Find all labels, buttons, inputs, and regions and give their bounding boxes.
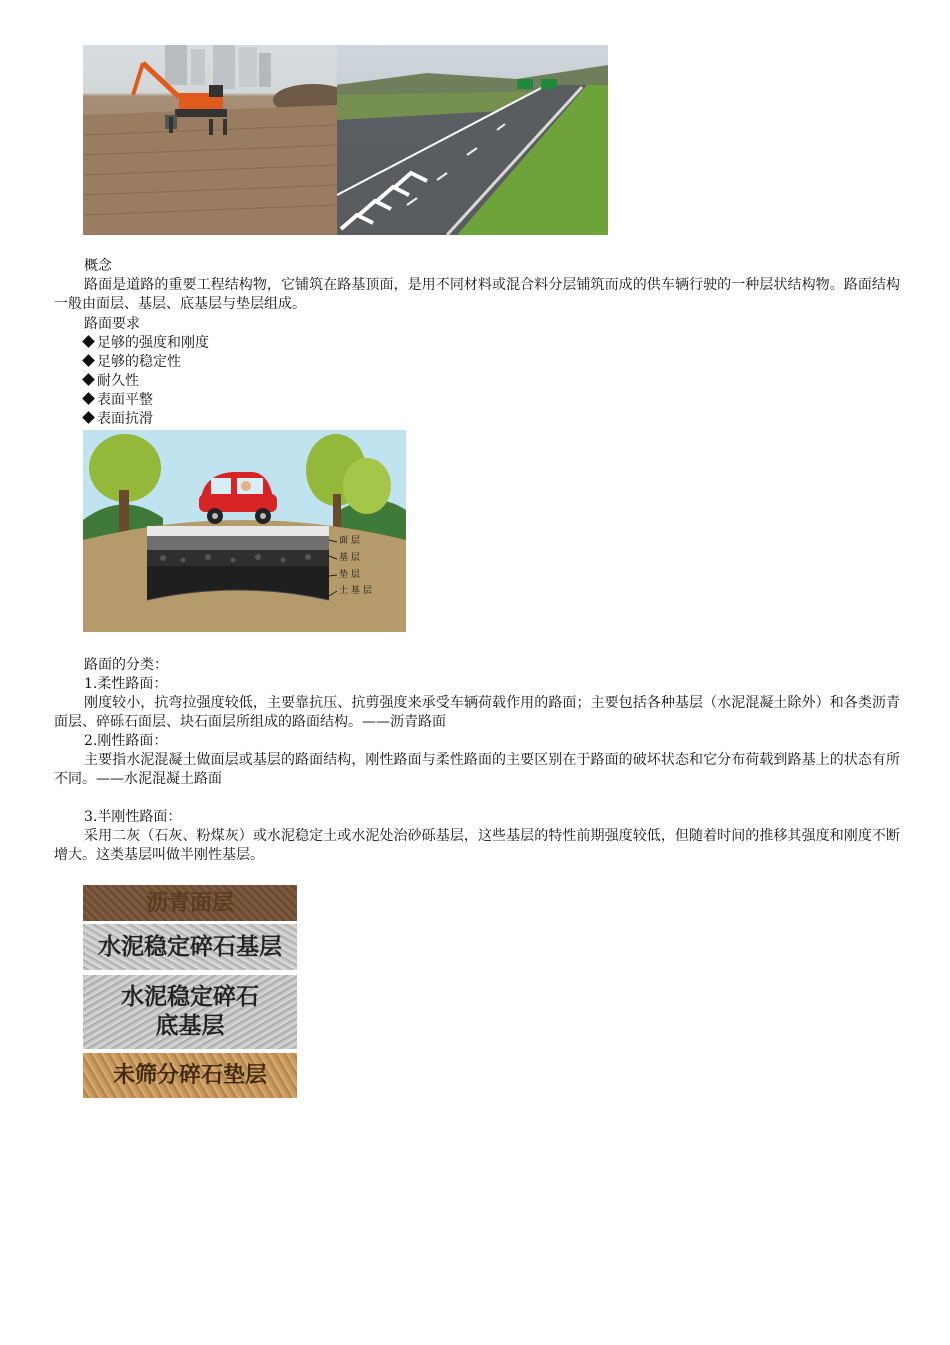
concept-heading: 概念 bbox=[84, 258, 112, 274]
requirement-item: 足够的稳定性 bbox=[84, 353, 181, 372]
layer-label-base: 基 层 bbox=[339, 553, 360, 563]
bullet-diamond-icon bbox=[82, 411, 95, 424]
layer-label-subgrade: 土 基 层 bbox=[339, 586, 372, 596]
bullet-diamond-icon bbox=[82, 392, 95, 405]
highway-illustration bbox=[337, 45, 608, 235]
semi-rigid-paragraph: 采用二灰（石灰、粉煤灰）或水泥稳定土或水泥处治砂砾基层，这些基层的特性前期强度较低，但随着时间的推移其强度和刚度不断增大。这类基层叫做半刚性基层。 bbox=[54, 828, 900, 863]
requirement-item: 足够的强度和刚度 bbox=[84, 334, 209, 353]
construction-site-photo bbox=[83, 45, 337, 235]
semi-rigid-title: 3.半刚性路面： bbox=[84, 809, 182, 825]
layer3-line2: 底基层 bbox=[155, 1013, 225, 1039]
bullet-diamond-icon bbox=[82, 335, 95, 348]
layer-asphalt-surface: 沥青面层 bbox=[83, 885, 297, 921]
layer-graded-gravel-cushion: 未筛分碎石垫层 bbox=[83, 1053, 297, 1098]
flexible-title: 1.柔性路面： bbox=[84, 676, 168, 692]
rigid-paragraph: 主要指水泥混凝土做面层或基层的路面结构，刚性路面与柔性路面的主要区别在于路面的破坏状态和它分布荷载到路基上的状态有所不同。——水泥混凝土路面 bbox=[54, 752, 900, 787]
highway-photo bbox=[337, 45, 608, 235]
concept-paragraph: 路面是道路的重要工程结构物，它铺筑在路基顶面，是用不同材料或混合料分层铺筑而成的供车辆行驶的一种层状结构物。路面结构一般由面层、基层、底基层与垫层组成。 bbox=[54, 277, 900, 312]
requirement-item: 表面平整 bbox=[84, 391, 153, 410]
requirements-heading: 路面要求 bbox=[84, 316, 140, 332]
layer-label-cushion: 垫 层 bbox=[339, 570, 360, 580]
layer-cement-stabilized-base: 水泥稳定碎石基层 bbox=[83, 924, 297, 970]
pavement-structure-illustration bbox=[83, 430, 406, 632]
bullet-diamond-icon bbox=[82, 354, 95, 367]
layer-label-surface: 面 层 bbox=[339, 536, 360, 546]
pavement-cross-section-graphic bbox=[83, 430, 406, 632]
requirement-item: 表面抗滑 bbox=[84, 410, 153, 429]
flexible-paragraph: 刚度较小，抗弯拉强度较低，主要靠抗压、抗剪强度来承受车辆荷载作用的路面；主要包括各种基层（水泥混凝土除外）和各类沥青面层、碎砾石面层、块石面层所组成的路面结构。——沥青路面 bbox=[54, 695, 900, 730]
requirement-item: 耐久性 bbox=[84, 372, 139, 391]
classification-heading: 路面的分类： bbox=[84, 657, 168, 673]
layer3-line1: 水泥稳定碎石 bbox=[121, 984, 259, 1010]
bullet-diamond-icon bbox=[82, 373, 95, 386]
construction-site-illustration bbox=[83, 45, 337, 235]
layer-cement-stabilized-subbase bbox=[83, 975, 297, 1049]
rigid-title: 2.刚性路面： bbox=[84, 733, 168, 749]
